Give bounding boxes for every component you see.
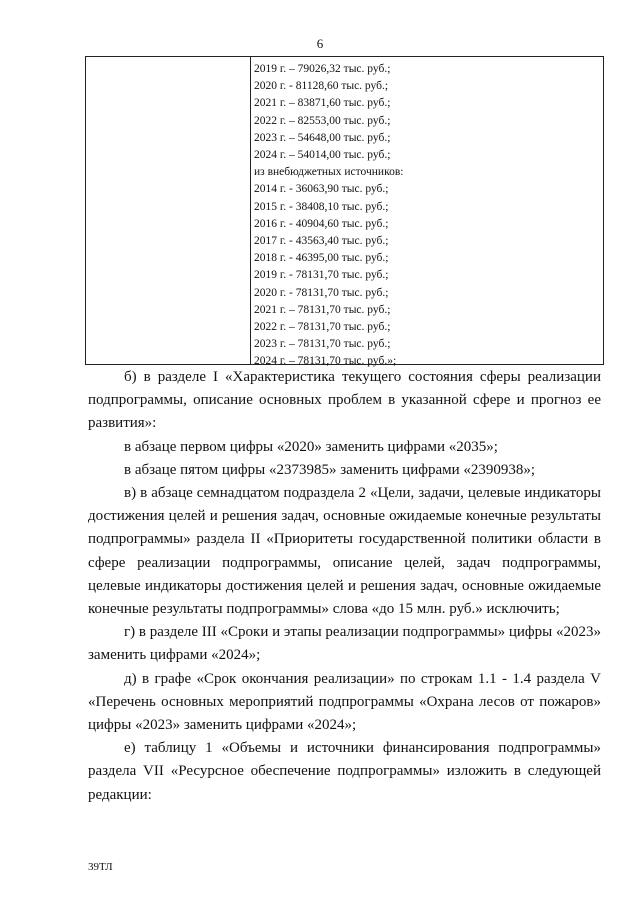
paragraph-v: в) в абзаце семнадцатом подраздела 2 «Цели, задачи, целевые индикаторы достижения целей и решения задач, основные ожидаемые конечные результаты подпрограммы» раздела II «Приоритеты государственной политики области в сфере реализации подпрограммы, описание целей, задач подпрограммы, целевые индикаторы достижения целей и решения задач, основные ожидаемые конечные результаты подпрограммы» слова «до 15 млн. руб.» исключить; [88, 485, 601, 618]
paragraph-g: г) в разделе III «Сроки и этапы реализации подпрограммы» цифры «2023» заменить цифрами «2024»; [88, 624, 601, 664]
table-line: 2021 г. – 83871,60 тыс. руб.; [254, 97, 391, 110]
table-line: 2022 г. – 82553,00 тыс. руб.; [254, 114, 391, 127]
table-line: 2020 г. - 78131,70 тыс. руб.; [254, 286, 389, 299]
table-line: 2021 г. – 78131,70 тыс. руб.; [254, 303, 391, 316]
table-line: 2015 г. - 38408,10 тыс. руб.; [254, 200, 389, 213]
paragraph-e: е) таблицу 1 «Объемы и источники финансирования подпрограммы» раздела VII «Ресурсное обеспечение подпрограммы» изложить в следующей редакции: [88, 740, 601, 803]
table-line: 2022 г. – 78131,70 тыс. руб.; [254, 321, 391, 334]
table-line: 2023 г. – 78131,70 тыс. руб.; [254, 338, 391, 351]
document-code: 39ТЛ [88, 861, 113, 873]
table-line: 2014 г. - 36063,90 тыс. руб.; [254, 183, 389, 196]
table-line: 2017 г. - 43563,40 тыс. руб.; [254, 235, 389, 248]
table-line: 2016 г. - 40904,60 тыс. руб.; [254, 217, 389, 230]
table-line: 2018 г. - 46395,00 тыс. руб.; [254, 252, 389, 265]
table-left-cell [86, 57, 251, 364]
table-line: 2024 г. – 78131,70 тыс. руб.»; [254, 355, 397, 368]
document-body [88, 366, 601, 807]
table-line: 2020 г. - 81128,60 тыс. руб.; [254, 80, 389, 93]
page-number: 6 [316, 36, 324, 51]
table-line: 2019 г. – 79026,32 тыс. руб.; [254, 63, 391, 75]
table-line: из внебюджетных источников: [254, 166, 404, 179]
paragraph-d: д) в графе «Срок окончания реализации» по строкам 1.1 - 1.4 раздела V «Перечень основных мероприятий подпрограммы «Охрана лесов от пожаров» цифры «2023» заменить цифрами «2024»; [88, 670, 601, 734]
table-line: 2019 г. - 78131,70 тыс. руб.; [254, 269, 389, 282]
table-line: 2023 г. – 54648,00 тыс. руб.; [254, 131, 391, 144]
table-right-cell [251, 57, 603, 368]
paragraph-b: б) в разделе I «Характеристика текущего состояния сферы реализации подпрограммы, описание основных проблем в указанной сфере и прогноз ее развития»: [88, 369, 601, 432]
funding-table [85, 56, 604, 368]
paragraph-b-1: в абзаце первом цифры «2020» заменить цифрами «2035»; [124, 438, 498, 455]
table-line: 2024 г. – 54014,00 тыс. руб.; [254, 149, 391, 162]
paragraph-b-2: в абзаце пятом цифры «2373985» заменить цифрами «2390938»; [124, 461, 536, 478]
